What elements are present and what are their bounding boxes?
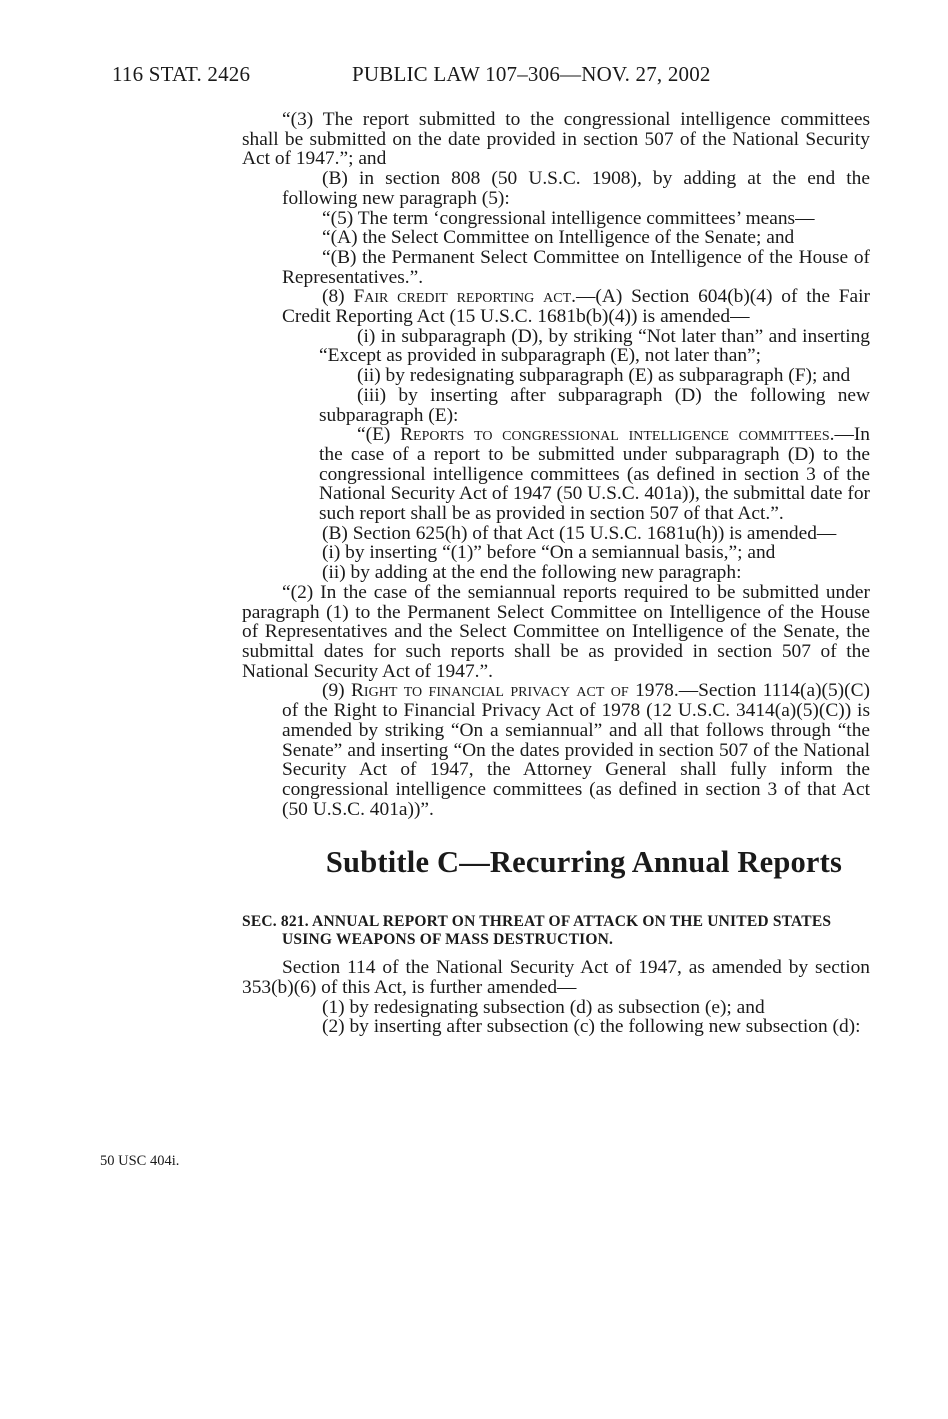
subtitle-heading: Subtitle C—Recurring Annual Reports — [325, 845, 843, 880]
paragraph-text: —(A) Section 604(b)(4) of the Fair Credit Reporting Act (15 U.S.C. 1681b(b)(4)) is amended— — [282, 286, 870, 328]
paragraph-b-section-808: (B) in section 808 (50 U.S.C. 1908), by adding at the end the following new paragraph (5): — [282, 168, 870, 209]
paragraph-semiannual-reports: “(2) In the case of the semiannual reports required to be submitted under paragraph (1) to the Permanent Select Committee on Intelligence of the House of Representatives and the Select Committee on Intelligence of the Senate, the submittal dates for such reports shall be as provided in section 507 of the National Security Act of 1947.”. — [242, 581, 870, 682]
section-heading: SEC. 821. ANNUAL REPORT ON THREAT OF ATTACK ON THE UNITED STATES USING WEAPONS OF MASS DESTRUCTION. — [242, 913, 832, 949]
paragraph-report-submission: “(3) The report submitted to the congressional intelligence committees shall be submitted on the date provided in section 507 of the National Security Act of 1947.”; and — [242, 109, 870, 170]
paragraph-inserting-subsection: (2) by inserting after subsection (c) the following new subsection (d): — [322, 1016, 861, 1038]
paragraph-clause-ii: (ii) by redesignating subparagraph (E) as subparagraph (F); and — [357, 365, 851, 387]
paragraph-redesignating-subsection: (1) by redesignating subsection (d) as subsection (e); and — [322, 996, 765, 1018]
paragraph-section-625h: (B) Section 625(h) of that Act (15 U.S.C. 1681u(h)) is amended— — [322, 522, 837, 544]
paragraph-term-definition: “(5) The term ‘congressional intelligence committees’ means— — [322, 207, 815, 229]
paragraph-select-committee-senate: “(A) the Select Committee on Intelligence of the Senate; and — [322, 227, 795, 249]
paragraph-heading: (9) Right to financial privacy act of 1978. — [322, 680, 679, 702]
paragraph-heading: “(E) Reports to congressional intelligence committees. — [357, 424, 835, 446]
page-stat-citation: 116 STAT. 2426 — [112, 62, 251, 86]
paragraph-clause-iii: (iii) by inserting after subparagraph (D) the following new subparagraph (E): — [319, 384, 870, 426]
paragraph-section-114: Section 114 of the National Security Act of 1947, as amended by section 353(b)(6) of this Act, is further amended— — [242, 957, 870, 999]
document-body — [242, 110, 870, 1037]
paragraph-clause-i: (i) in subparagraph (D), by striking “Not later than” and inserting “Except as provided in subparagraph (E), not later than”; — [319, 325, 870, 367]
paragraph-clause-i-inserting: (i) by inserting “(1)” before “On a semiannual basis,”; and — [322, 542, 776, 564]
paragraph-reports-to-committees — [242, 425, 870, 524]
paragraph-permanent-select-committee: “(B) the Permanent Select Committee on Intelligence of the House of Representatives.”. — [282, 246, 870, 288]
margin-note: 50 USC 404i. — [100, 1153, 180, 1169]
paragraph-text: —In the case of a report to be submitted under subparagraph (D) to the congressional intelligence committees (as defined in section 3 of the National Security Act of 1947 (50 U.S.C. 401a)), the submittal date for such report shall be as provided in section 507 of that Act.”. — [319, 424, 870, 525]
paragraph-fair-credit-reporting — [242, 287, 870, 326]
running-header: PUBLIC LAW 107–306—NOV. 27, 2002 — [352, 62, 711, 86]
paragraph-heading: (8) Fair credit reporting act. — [322, 286, 576, 308]
paragraph-right-to-financial-privacy — [242, 681, 870, 819]
paragraph-clause-ii-adding: (ii) by adding at the end the following new paragraph: — [322, 562, 742, 584]
paragraph-text: —Section 1114(a)(5)(C) of the Right to Financial Privacy Act of 1978 (12 U.S.C. 3414(a)(5)(C)) is amended by striking “On a semiannual” and all that follows through “the Senate” and inserting “On the dates provided in section 507 of the National Security Act of 1947, the Attorney General shall fully inform the congressional intelligence committees (as defined in section 3 of that Act (50 U.S.C. 401a))”. — [282, 680, 870, 820]
